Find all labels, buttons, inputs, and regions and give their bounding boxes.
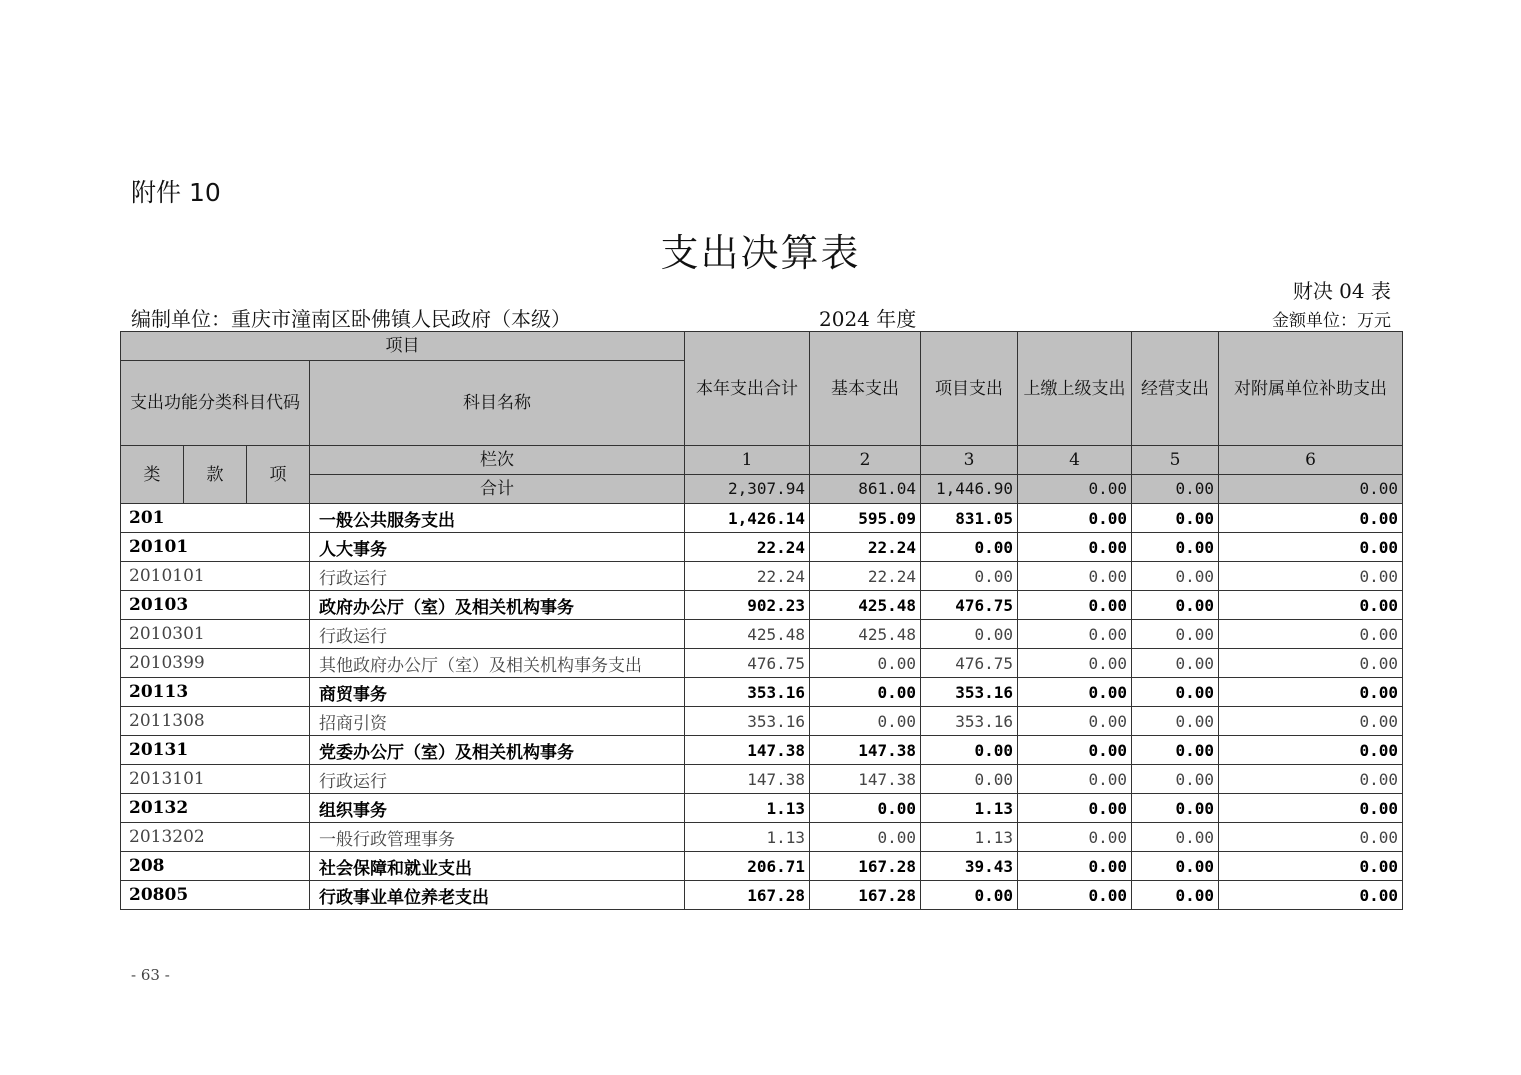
row-value-col2: 0.00 [810, 707, 921, 736]
row-value-col2: 22.24 [810, 533, 921, 562]
row-value-col6: 0.00 [1219, 620, 1403, 649]
row-value-col4: 0.00 [1018, 562, 1132, 591]
row-value-col4: 0.00 [1018, 533, 1132, 562]
row-value-col1: 1.13 [685, 794, 810, 823]
row-value-col4: 0.00 [1018, 678, 1132, 707]
row-value-col5: 0.00 [1132, 881, 1219, 910]
total-value: 0.00 [1219, 475, 1403, 504]
header-col6: 对附属单位补助支出 [1219, 332, 1403, 446]
row-value-col3: 353.16 [921, 707, 1018, 736]
row-name: 商贸事务 [310, 678, 685, 707]
table-row [121, 533, 1403, 562]
row-value-col6: 0.00 [1219, 707, 1403, 736]
row-name: 一般公共服务支出 [310, 504, 685, 533]
row-name: 组织事务 [310, 794, 685, 823]
row-value-col2: 22.24 [810, 562, 921, 591]
table-row [121, 765, 1403, 794]
row-code: 2010301 [121, 620, 310, 649]
header-n6: 6 [1219, 446, 1403, 475]
header-n2: 2 [810, 446, 921, 475]
row-name: 政府办公厅（室）及相关机构事务 [310, 591, 685, 620]
total-value: 0.00 [1018, 475, 1132, 504]
header-lei: 类 [121, 446, 184, 504]
header-project: 项目 [121, 332, 685, 361]
row-value-col3: 0.00 [921, 736, 1018, 765]
row-code: 2013202 [121, 823, 310, 852]
row-value-col1: 22.24 [685, 533, 810, 562]
row-value-col4: 0.00 [1018, 852, 1132, 881]
row-value-col5: 0.00 [1132, 823, 1219, 852]
row-value-col3: 0.00 [921, 620, 1018, 649]
row-code: 2010399 [121, 649, 310, 678]
header-row-columns [121, 446, 1403, 475]
table-row [121, 881, 1403, 910]
row-value-col5: 0.00 [1132, 794, 1219, 823]
row-value-col2: 147.38 [810, 765, 921, 794]
row-value-col1: 353.16 [685, 707, 810, 736]
row-value-col5: 0.00 [1132, 707, 1219, 736]
row-value-col2: 0.00 [810, 678, 921, 707]
row-value-col1: 22.24 [685, 562, 810, 591]
row-name: 党委办公厅（室）及相关机构事务 [310, 736, 685, 765]
row-value-col6: 0.00 [1219, 765, 1403, 794]
form-number: 财决 04 表 [1292, 279, 1391, 303]
row-value-col3: 1.13 [921, 794, 1018, 823]
row-value-col5: 0.00 [1132, 765, 1219, 794]
table-row [121, 823, 1403, 852]
total-value: 1,446.90 [921, 475, 1018, 504]
row-value-col3: 831.05 [921, 504, 1018, 533]
table-row [121, 620, 1403, 649]
row-value-col2: 595.09 [810, 504, 921, 533]
row-value-col4: 0.00 [1018, 649, 1132, 678]
row-value-col1: 147.38 [685, 765, 810, 794]
table-row [121, 591, 1403, 620]
header-col1: 本年支出合计 [685, 332, 810, 446]
row-value-col6: 0.00 [1219, 852, 1403, 881]
row-code: 208 [121, 852, 310, 881]
table-row [121, 562, 1403, 591]
table-row [121, 794, 1403, 823]
header-col5: 经营支出 [1132, 332, 1219, 446]
row-value-col1: 147.38 [685, 736, 810, 765]
row-name: 行政运行 [310, 562, 685, 591]
row-name: 一般行政管理事务 [310, 823, 685, 852]
row-value-col6: 0.00 [1219, 794, 1403, 823]
row-value-col5: 0.00 [1132, 852, 1219, 881]
row-value-col2: 147.38 [810, 736, 921, 765]
row-value-col4: 0.00 [1018, 707, 1132, 736]
table-row [121, 678, 1403, 707]
row-code: 20131 [121, 736, 310, 765]
row-value-col6: 0.00 [1219, 533, 1403, 562]
row-value-col1: 902.23 [685, 591, 810, 620]
table-row [121, 504, 1403, 533]
row-value-col4: 0.00 [1018, 823, 1132, 852]
row-value-col4: 0.00 [1018, 765, 1132, 794]
table-row [121, 707, 1403, 736]
row-value-col5: 0.00 [1132, 678, 1219, 707]
row-value-col4: 0.00 [1018, 736, 1132, 765]
row-value-col3: 0.00 [921, 562, 1018, 591]
row-value-col3: 476.75 [921, 649, 1018, 678]
row-value-col6: 0.00 [1219, 562, 1403, 591]
row-value-col2: 425.48 [810, 620, 921, 649]
row-code: 20805 [121, 881, 310, 910]
amount-unit: 金额单位：万元 [1272, 311, 1391, 331]
row-name: 招商引资 [310, 707, 685, 736]
row-value-col3: 39.43 [921, 852, 1018, 881]
row-value-col3: 0.00 [921, 533, 1018, 562]
header-row-project [121, 332, 1403, 361]
row-value-col3: 476.75 [921, 591, 1018, 620]
row-value-col4: 0.00 [1018, 881, 1132, 910]
row-value-col1: 1,426.14 [685, 504, 810, 533]
row-value-col1: 167.28 [685, 881, 810, 910]
row-value-col3: 1.13 [921, 823, 1018, 852]
row-value-col3: 0.00 [921, 765, 1018, 794]
row-name: 社会保障和就业支出 [310, 852, 685, 881]
table-body [121, 332, 1403, 910]
row-value-col6: 0.00 [1219, 649, 1403, 678]
header-col4: 上缴上级支出 [1018, 332, 1132, 446]
header-xiang: 项 [247, 446, 310, 504]
row-value-col1: 206.71 [685, 852, 810, 881]
row-value-col4: 0.00 [1018, 591, 1132, 620]
unit-line [131, 303, 1391, 331]
row-code: 20101 [121, 533, 310, 562]
expenditure-table [120, 331, 1403, 910]
total-value: 861.04 [810, 475, 921, 504]
header-n1: 1 [685, 446, 810, 475]
row-value-col1: 1.13 [685, 823, 810, 852]
row-code: 2011308 [121, 707, 310, 736]
header-n3: 3 [921, 446, 1018, 475]
row-value-col2: 167.28 [810, 881, 921, 910]
row-value-col6: 0.00 [1219, 823, 1403, 852]
row-value-col5: 0.00 [1132, 504, 1219, 533]
table-row [121, 649, 1403, 678]
row-value-col4: 0.00 [1018, 504, 1132, 533]
attachment-label: 附件 10 [131, 178, 221, 207]
row-value-col2: 0.00 [810, 649, 921, 678]
row-value-col3: 0.00 [921, 881, 1018, 910]
row-value-col2: 0.00 [810, 823, 921, 852]
row-name: 其他政府办公厅（室）及相关机构事务支出 [310, 649, 685, 678]
total-row [121, 475, 1403, 504]
row-value-col2: 0.00 [810, 794, 921, 823]
row-value-col6: 0.00 [1219, 678, 1403, 707]
row-code: 20132 [121, 794, 310, 823]
row-value-col1: 353.16 [685, 678, 810, 707]
row-name: 行政事业单位养老支出 [310, 881, 685, 910]
page-number: - 63 - [131, 966, 170, 984]
row-code: 201 [121, 504, 310, 533]
row-name: 人大事务 [310, 533, 685, 562]
header-n4: 4 [1018, 446, 1132, 475]
row-name: 行政运行 [310, 765, 685, 794]
header-code: 支出功能分类科目代码 [121, 361, 310, 446]
total-label: 合计 [310, 475, 685, 504]
row-code: 20113 [121, 678, 310, 707]
table-row [121, 736, 1403, 765]
row-value-col2: 425.48 [810, 591, 921, 620]
table-row [121, 852, 1403, 881]
row-value-col1: 425.48 [685, 620, 810, 649]
row-value-col5: 0.00 [1132, 591, 1219, 620]
row-code: 2013101 [121, 765, 310, 794]
row-value-col4: 0.00 [1018, 794, 1132, 823]
row-value-col2: 167.28 [810, 852, 921, 881]
row-value-col5: 0.00 [1132, 620, 1219, 649]
header-col3: 项目支出 [921, 332, 1018, 446]
header-lanci: 栏次 [310, 446, 685, 475]
compiling-unit: 编制单位：重庆市潼南区卧佛镇人民政府（本级） [131, 307, 571, 331]
total-value: 0.00 [1132, 475, 1219, 504]
header-col2: 基本支出 [810, 332, 921, 446]
fiscal-year: 2024 年度 [819, 307, 917, 331]
page-title: 支出决算表 [660, 231, 861, 275]
row-value-col6: 0.00 [1219, 881, 1403, 910]
row-value-col5: 0.00 [1132, 562, 1219, 591]
row-value-col5: 0.00 [1132, 736, 1219, 765]
row-value-col5: 0.00 [1132, 533, 1219, 562]
row-name: 行政运行 [310, 620, 685, 649]
row-value-col1: 476.75 [685, 649, 810, 678]
row-code: 20103 [121, 591, 310, 620]
row-value-col6: 0.00 [1219, 736, 1403, 765]
row-value-col6: 0.00 [1219, 591, 1403, 620]
row-code: 2010101 [121, 562, 310, 591]
header-kuan: 款 [184, 446, 247, 504]
row-value-col6: 0.00 [1219, 504, 1403, 533]
header-name: 科目名称 [310, 361, 685, 446]
row-value-col3: 353.16 [921, 678, 1018, 707]
row-value-col4: 0.00 [1018, 620, 1132, 649]
header-n5: 5 [1132, 446, 1219, 475]
row-value-col5: 0.00 [1132, 649, 1219, 678]
total-value: 2,307.94 [685, 475, 810, 504]
